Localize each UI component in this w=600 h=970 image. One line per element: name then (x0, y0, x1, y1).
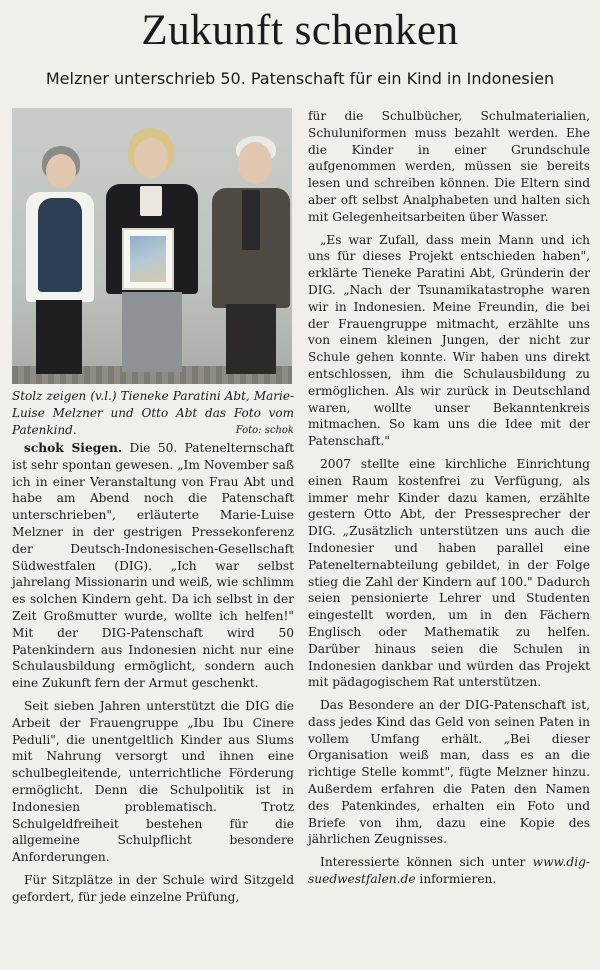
paragraph: Seit sieben Jahren unterstützt die DIG die Arbeit der Frauengruppe „Ibu Ibu Cinere Peduli", die unentgeltlich Kinder aus Slums mit Nahrung versorgt und ihnen eine schulbegleitende, unterrichtliche Förderung ermöglicht. Denn die Schulpolitik ist in Indonesien problematisch. Trotz Schulgeldfreiheit bestehen für die allgemeine Schulpflicht besondere Anforderungen. (12, 698, 294, 865)
photo-caption (12, 388, 294, 439)
framed-child-photo (122, 228, 174, 290)
website-link[interactable]: www.dig-suedwestfalen.de (308, 855, 591, 887)
article-column-2 (308, 108, 590, 894)
dateline: schok Siegen. (24, 441, 123, 455)
paragraph: 2007 stellte eine kirchliche Einrichtung einen Raum kostenfrei zu Verfügung, als immer mehr Kinder dazu kamen, erzählte gestern Otto Abt, der Pressesprecher der DIG. „Zusätzlich unterstützen uns auch die Indonesier und haben parallel eine Patenelternabteilung gebildet, in der Folge stieg die Zahl der Kindern auf 100." Dadurch seien pensionierte Lehrer und Studenten eingestellt worden, um in den Fächern Englisch oder Mathematik zu helfen. Darüber hinaus seien die Schulen in Indonesien dankbar und würden das Projekt mit pädagogischem Rat unterstützen. (308, 456, 590, 690)
paragraph: „Es war Zufall, dass mein Mann und ich uns für dieses Projekt entschieden haben", erklärte Tieneke Paratini Abt, Gründerin der DIG. „Nach der Tsunamikatastrophe waren wir in Indonesien. Meine Freundin, die bei der Frauengruppe mitmacht, erzählte uns von einem kleinen Jungen, der nicht zur Schule gehen konnte. Wir haben uns direkt entschlossen, ihm die Schulausbildung zu ermöglichen. Als wir zurück in Deutschland waren, wollte unser Bekanntenkreis mitmachen. So kam uns die Idee mit der Patenschaft." (308, 232, 590, 449)
subheadline: Melzner unterschrieb 50. Patenschaft für ein Kind in Indonesien (45, 69, 555, 88)
caption-text: Stolz zeigen (v.l.) Tieneke Paratini Abt, Marie-Luise Melzner und Otto Abt das Foto vom Patenkind. (12, 389, 294, 437)
paragraph (12, 440, 294, 692)
person-right (208, 132, 292, 382)
paragraph-text: Die 50. Patenelternschaft ist sehr spontan gewesen. „Im November saß ich in einer Veranstaltung von Frau Abt und habe am Abend noch die Patenschaft unterschrieben", erläuterte Marie-Luise Melzner in der gestrigen Pressekonferenz der Deutsch-Indonesischen-Gesellschaft Südwestfalen (DIG). „Ich war selbst jahrelang Missionarin und weiß, wie schlimm es solchen Kindern geht. Da ich selbst in der Zeit Großmutter wurde, wollte ich helfen!" Mit der DIG-Patenschaft wird 50 Patenkindern aus Indonesien nicht nur eine Schulausbildung ermöglicht, sondern auch eine Zukunft fern der Armut geschenkt. (12, 441, 295, 691)
closing-paragraph (308, 854, 590, 888)
article-column-1 (12, 440, 294, 912)
headline: Zukunft schenken (141, 7, 459, 54)
person-left (20, 142, 100, 382)
paragraph: für die Schulbücher, Schulmaterialien, Schuluniformen muss bezahlt werden. Ehe die Kinder in einer Grundschule aufgenommen werden, müssen sie bereits lesen und schreiben können. Die Eltern sind aber oft selbst Analphabeten und halten sich mit Gelegenheitsarbeiten über Wasser. (308, 109, 590, 224)
photo-credit: Foto: schok (235, 425, 294, 436)
article-photo (12, 108, 292, 384)
paragraph: Das Besondere an der DIG-Patenschaft ist, dass jedes Kind das Geld von seinen Paten in vollem Umfang erhält. „Bei dieser Organisation weiß man, dass es an die richtige Stelle kommt", fügte Melzner hinzu. Außerdem erfahren die Paten den Namen des Patenkindes, erhalten ein Foto und Briefe von ihm, dazu eine Kopie des jährlichen Zeugnisses. (308, 698, 590, 847)
closing-suffix: informieren. (419, 872, 497, 887)
closing-text: Interessierte können sich unter (320, 855, 526, 870)
paragraph: Für Sitzplätze in der Schule wird Sitzgeld gefordert, für jede einzelne Prüfung, (12, 872, 294, 904)
